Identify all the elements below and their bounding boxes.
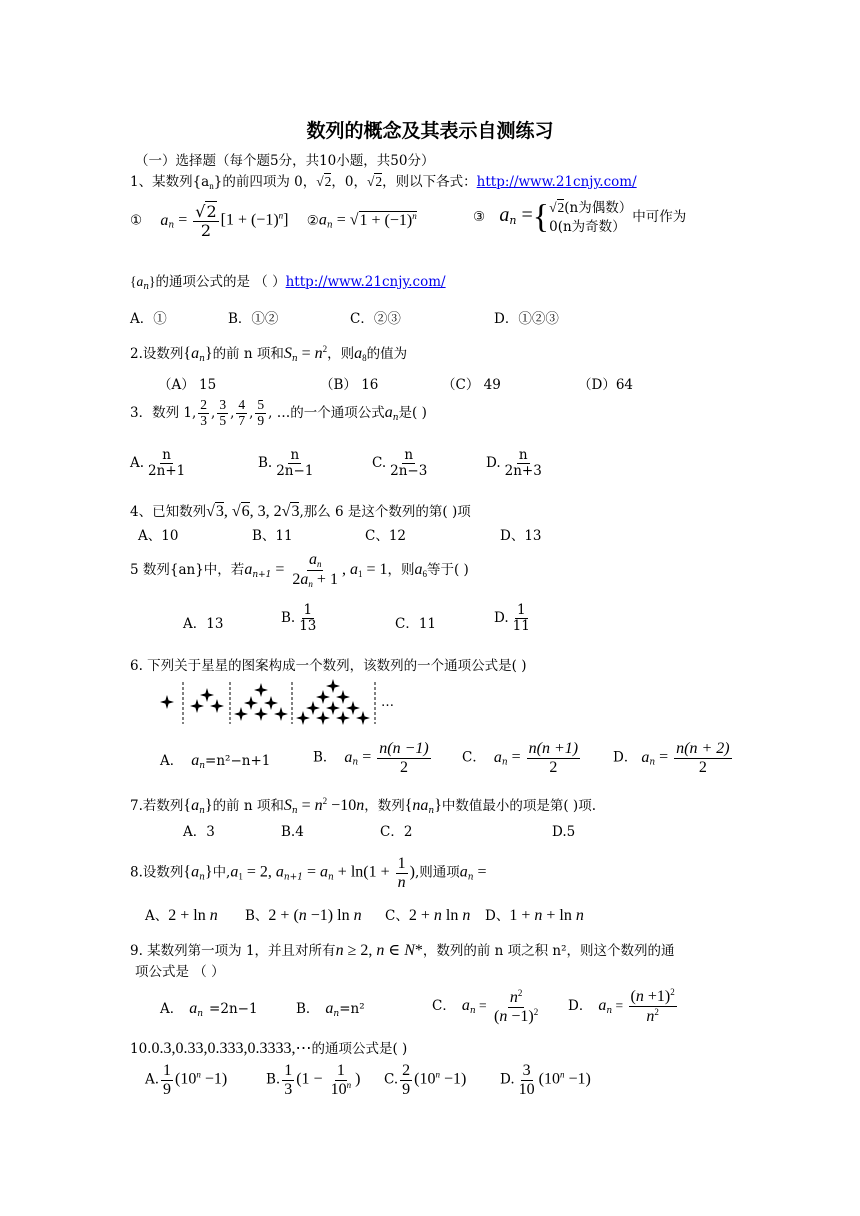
star-icon [160, 695, 174, 709]
question-5-stem: 5 数列{an}中，若$a_{n+1}$ = $\frac{a_n}{2a_n + 1}$ , $a_1 = 1$，则$a_6$等于( ) [130, 551, 469, 589]
star-icon [326, 701, 340, 715]
q2-option-a[interactable]: （A） 15 [158, 377, 217, 393]
question-1-formulas: ① $a_n$ = $\frac{√2}{2}$ $[1 + (-1)^n]$ $②a_n = √1 + (-1)^n$ [130, 202, 417, 240]
q6-option-c[interactable]: C． $a_n$ = $\frac{n(n +1)}{2}$ [462, 740, 579, 776]
star-icon [200, 688, 214, 702]
q2-option-d[interactable]: （D）64 [578, 377, 634, 393]
question-9-stem-2: 项公式是 （ ） [135, 964, 225, 980]
q7-option-c[interactable]: C．2 [380, 824, 413, 840]
ellipsis: … [381, 695, 394, 710]
q3-option-d[interactable]: D. $\frac{n}{2n+3}$ [486, 447, 542, 479]
star-icon [234, 707, 248, 721]
q2-option-c[interactable]: （C） 49 [442, 377, 501, 393]
q9-option-b[interactable]: B． $a_n=n^2$ [296, 1000, 365, 1019]
q3-option-b[interactable]: B. $\frac{n}{2n-1}$ [258, 447, 314, 479]
q10-option-a[interactable]: A. $\frac{1}{9}$ $(10^n -1)$ [145, 1062, 228, 1098]
q9-option-c[interactable]: C． $a_n$ = $\frac{n^2}{(n -1)^2}$ [432, 988, 539, 1025]
sqrt2-over-2: $\frac{√2}{2}$ [195, 202, 217, 240]
q5-option-d[interactable]: D. $\frac{1}{11}$ [494, 602, 530, 634]
q5-option-b[interactable]: B. $\frac{1}{13}$ [281, 602, 317, 634]
q2-option-b[interactable]: （B） 16 [320, 377, 379, 393]
q10-option-b[interactable]: B. $\frac{1}{3}$ (1 − $\frac{1}{10^n}$ ) [266, 1062, 361, 1098]
q8-option-c[interactable]: C、2 + n ln n [385, 907, 471, 924]
star-icon [336, 711, 350, 725]
q10-option-c[interactable]: C. $\frac{2}{9}$ $(10^n -1)$ [384, 1062, 467, 1098]
star-pattern-figure [155, 678, 395, 726]
star-icon [336, 690, 350, 704]
q7-option-d[interactable]: D.5 [552, 824, 576, 840]
star-icon [296, 711, 310, 725]
question-6-stem: 6. 下列关于星星的图案构成一个数列，该数列的一个通项公式是( ) [130, 658, 527, 674]
q6-option-b[interactable]: B． $a_n$ = $\frac{n(n -1)}{2}$ [313, 740, 429, 776]
q7-option-a[interactable]: A．3 [183, 824, 215, 840]
source-link-2[interactable]: http://www.21cnjy.com/ [285, 274, 446, 290]
q1-option-a[interactable]: A．① [130, 311, 167, 327]
q5-option-a[interactable]: A．13 [183, 616, 224, 632]
star-icon [274, 707, 288, 721]
circle-three-icon: ③ [473, 209, 486, 224]
question-9-stem: 9. 某数列第一项为 1，并且对所有n ≥ 2, n ∈ N*，数列的前 n 项之积 n²，则这个数列的通 [130, 942, 675, 959]
q4-option-b[interactable]: B、11 [252, 528, 293, 544]
section-header: （一）选择题（每个题5分，共10小题，共50分） [135, 153, 435, 169]
q8-option-d[interactable]: D、1 + n + ln n [485, 907, 584, 924]
q9-option-d[interactable]: D． $a_n$ = $\frac{(n +1)^2}{n^2}$ [568, 987, 675, 1025]
q8-option-a[interactable]: A、2 + ln n [145, 907, 218, 924]
question-3-stem: 3．数列 1, $\frac{2}{3}$ , $\frac{3}{5}$ , $\frac{4}{7}$ , $\frac{5}{9}$ , …的一个通项公式$a_n$是( ) [130, 397, 427, 428]
star-icon [316, 711, 330, 725]
star-icon [254, 707, 268, 721]
star-icon [346, 701, 360, 715]
question-4-stem: 4、已知数列√3, √6, 3, 2√3,那么 6 是这个数列的第( )项 [130, 503, 471, 520]
q6-option-d[interactable]: D． $a_n$ = $\frac{n(n + 2)}{2}$ [613, 740, 730, 776]
star-icon [244, 696, 258, 710]
q5-option-c[interactable]: C．11 [395, 616, 437, 632]
q4-option-d[interactable]: D、13 [500, 528, 542, 544]
q4-option-a[interactable]: A、10 [138, 528, 179, 544]
question-8-stem: 8.设数列$\{a_n\}$中$,a_1 = 2$, $a_{n+1} = a_n + \ln(1$ + $\frac{1}{n}$ ),则通项$a_n$ = [130, 855, 487, 891]
page-title: 数列的概念及其表示自测练习 [306, 120, 554, 142]
q6-option-a[interactable]: A． $a_n=n^2-n+1$ [160, 752, 271, 771]
question-10-stem: 10.0.3,0.33,0.333,0.3333,⋯的通项公式是( ) [130, 1040, 408, 1057]
circle-two-icon: ② [306, 212, 319, 228]
star-icon [316, 690, 330, 704]
q4-option-c[interactable]: C、12 [365, 528, 407, 544]
circle-one-icon: ① [130, 212, 143, 228]
q1-option-d[interactable]: D．①②③ [494, 311, 559, 327]
question-7-stem: 7.若数列$\{a_n\}$的前 n 项和$S_n = n^2 -10n$，数列$\{na_n\}$中数值最小的项是第( )项. [130, 796, 596, 816]
question-2-stem: 2.设数列$\{a_n\}$的前 n 项和$S_n = n^2$，则$a_8$的值为 [130, 344, 408, 364]
star-icon [254, 683, 268, 697]
star-icon [190, 699, 204, 713]
q9-option-a[interactable]: A． $a_n =2n-1$ [160, 1000, 258, 1019]
star-icon [356, 711, 370, 725]
question-1-stem: 1、某数列$\{a_n\}$的前四项为 0，√2，0，√2，则以下各式：http://www.21cnjy.com/ [130, 174, 637, 191]
star-icon [210, 699, 224, 713]
star-icon [326, 679, 340, 693]
q8-option-b[interactable]: B、2 + (n −1) ln n [245, 907, 362, 924]
star-icon [264, 696, 278, 710]
q1-option-c[interactable]: C．②③ [350, 311, 401, 327]
question-1-piecewise: ③ $a_n$ ={ √2(n为偶数） 0(n为奇数） 中可作为 [473, 198, 687, 236]
q10-option-d[interactable]: D. $\frac{3}{10}$ $(10^n -1)$ [500, 1062, 591, 1098]
question-1-tail: $\{a_n\}$的通项公式的是 （ ）http://www.21cnjy.com/ [130, 274, 446, 292]
q1-option-b[interactable]: B．①② [228, 311, 279, 327]
q7-option-b[interactable]: B.4 [281, 824, 304, 840]
star-icon [306, 701, 320, 715]
q3-option-c[interactable]: C. $\frac{n}{2n-3}$ [372, 447, 428, 479]
q3-option-a[interactable]: A. $\frac{n}{2n+1}$ [130, 447, 186, 479]
source-link[interactable]: http://www.21cnjy.com/ [476, 174, 637, 190]
